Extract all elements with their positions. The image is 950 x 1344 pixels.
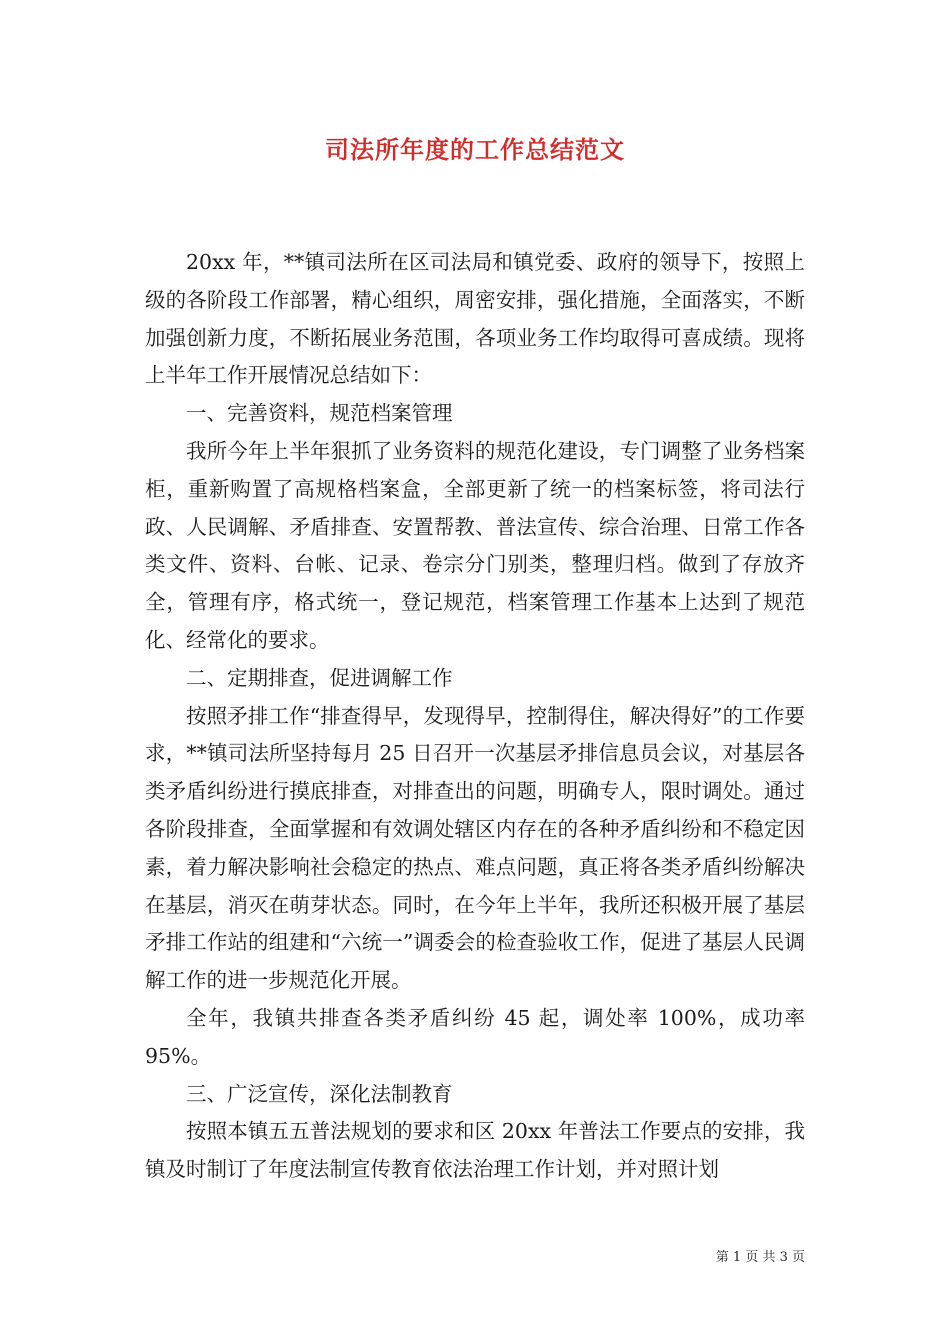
section-heading-2: 二、定期排查，促进调解工作: [186, 665, 453, 690]
paragraph-statistics: 全年，我镇共排查各类矛盾纠纷 45 起，调处率 100%，成功率95%。: [145, 1005, 805, 1068]
page-number-footer: 第 1 页 共 3 页: [715, 1250, 805, 1265]
paragraph-section-2: 按照矛排工作“排查得早，发现得早，控制得住，解决得好”的工作要求，**镇司法所坚持每月 25 日召开一次基层矛排信息员会议，对基层各类矛盾纠纷进行摸底排查，对排查出的问题，明确专人，限时调处。通过各阶段排查，全面掌握和有效调处辖区内存在的各种矛盾纠纷和不稳定因素，着力解决影响社会稳定的热点、难点问题，真正将各类矛盾纠纷解决在基层，消灭在萌芽状态。同时，在今年上半年，我所还积极开展了基层矛排工作站的组建和“六统一”调委会的检查验收工作，促进了基层人民调解工作的进一步规范化开展。: [145, 703, 805, 993]
document-title: 司法所年度的工作总结范文: [325, 135, 625, 164]
document-body: [145, 244, 805, 1189]
section-heading-1: 一、完善资料，规范档案管理: [186, 401, 453, 426]
paragraph-intro: 20xx 年，**镇司法所在区司法局和镇党委、政府的领导下，按照上级的各阶段工作部署，精心组织，周密安排，强化措施，全面落实，不断加强创新力度，不断拓展业务范围，各项业务工作均取得可喜成绩。现将上半年工作开展情况总结如下：: [145, 250, 805, 388]
paragraph-section-1: 我所今年上半年狠抓了业务资料的规范化建设，专门调整了业务档案柜，重新购置了高规格档案盒，全部更新了统一的档案标签，将司法行政、人民调解、矛盾排查、安置帮教、普法宣传、综合治理、日常工作各类文件、资料、台帐、记录、卷宗分门别类，整理归档。做到了存放齐全，管理有序，格式统一，登记规范，档案管理工作基本上达到了规范化、经常化的要求。: [145, 438, 805, 652]
section-heading-3: 三、广泛宣传，深化法制教育: [186, 1081, 453, 1106]
paragraph-section-3: 按照本镇五五普法规划的要求和区 20xx 年普法工作要点的安排，我镇及时制订了年度法制宣传教育依法治理工作计划，并对照计划: [145, 1119, 805, 1182]
